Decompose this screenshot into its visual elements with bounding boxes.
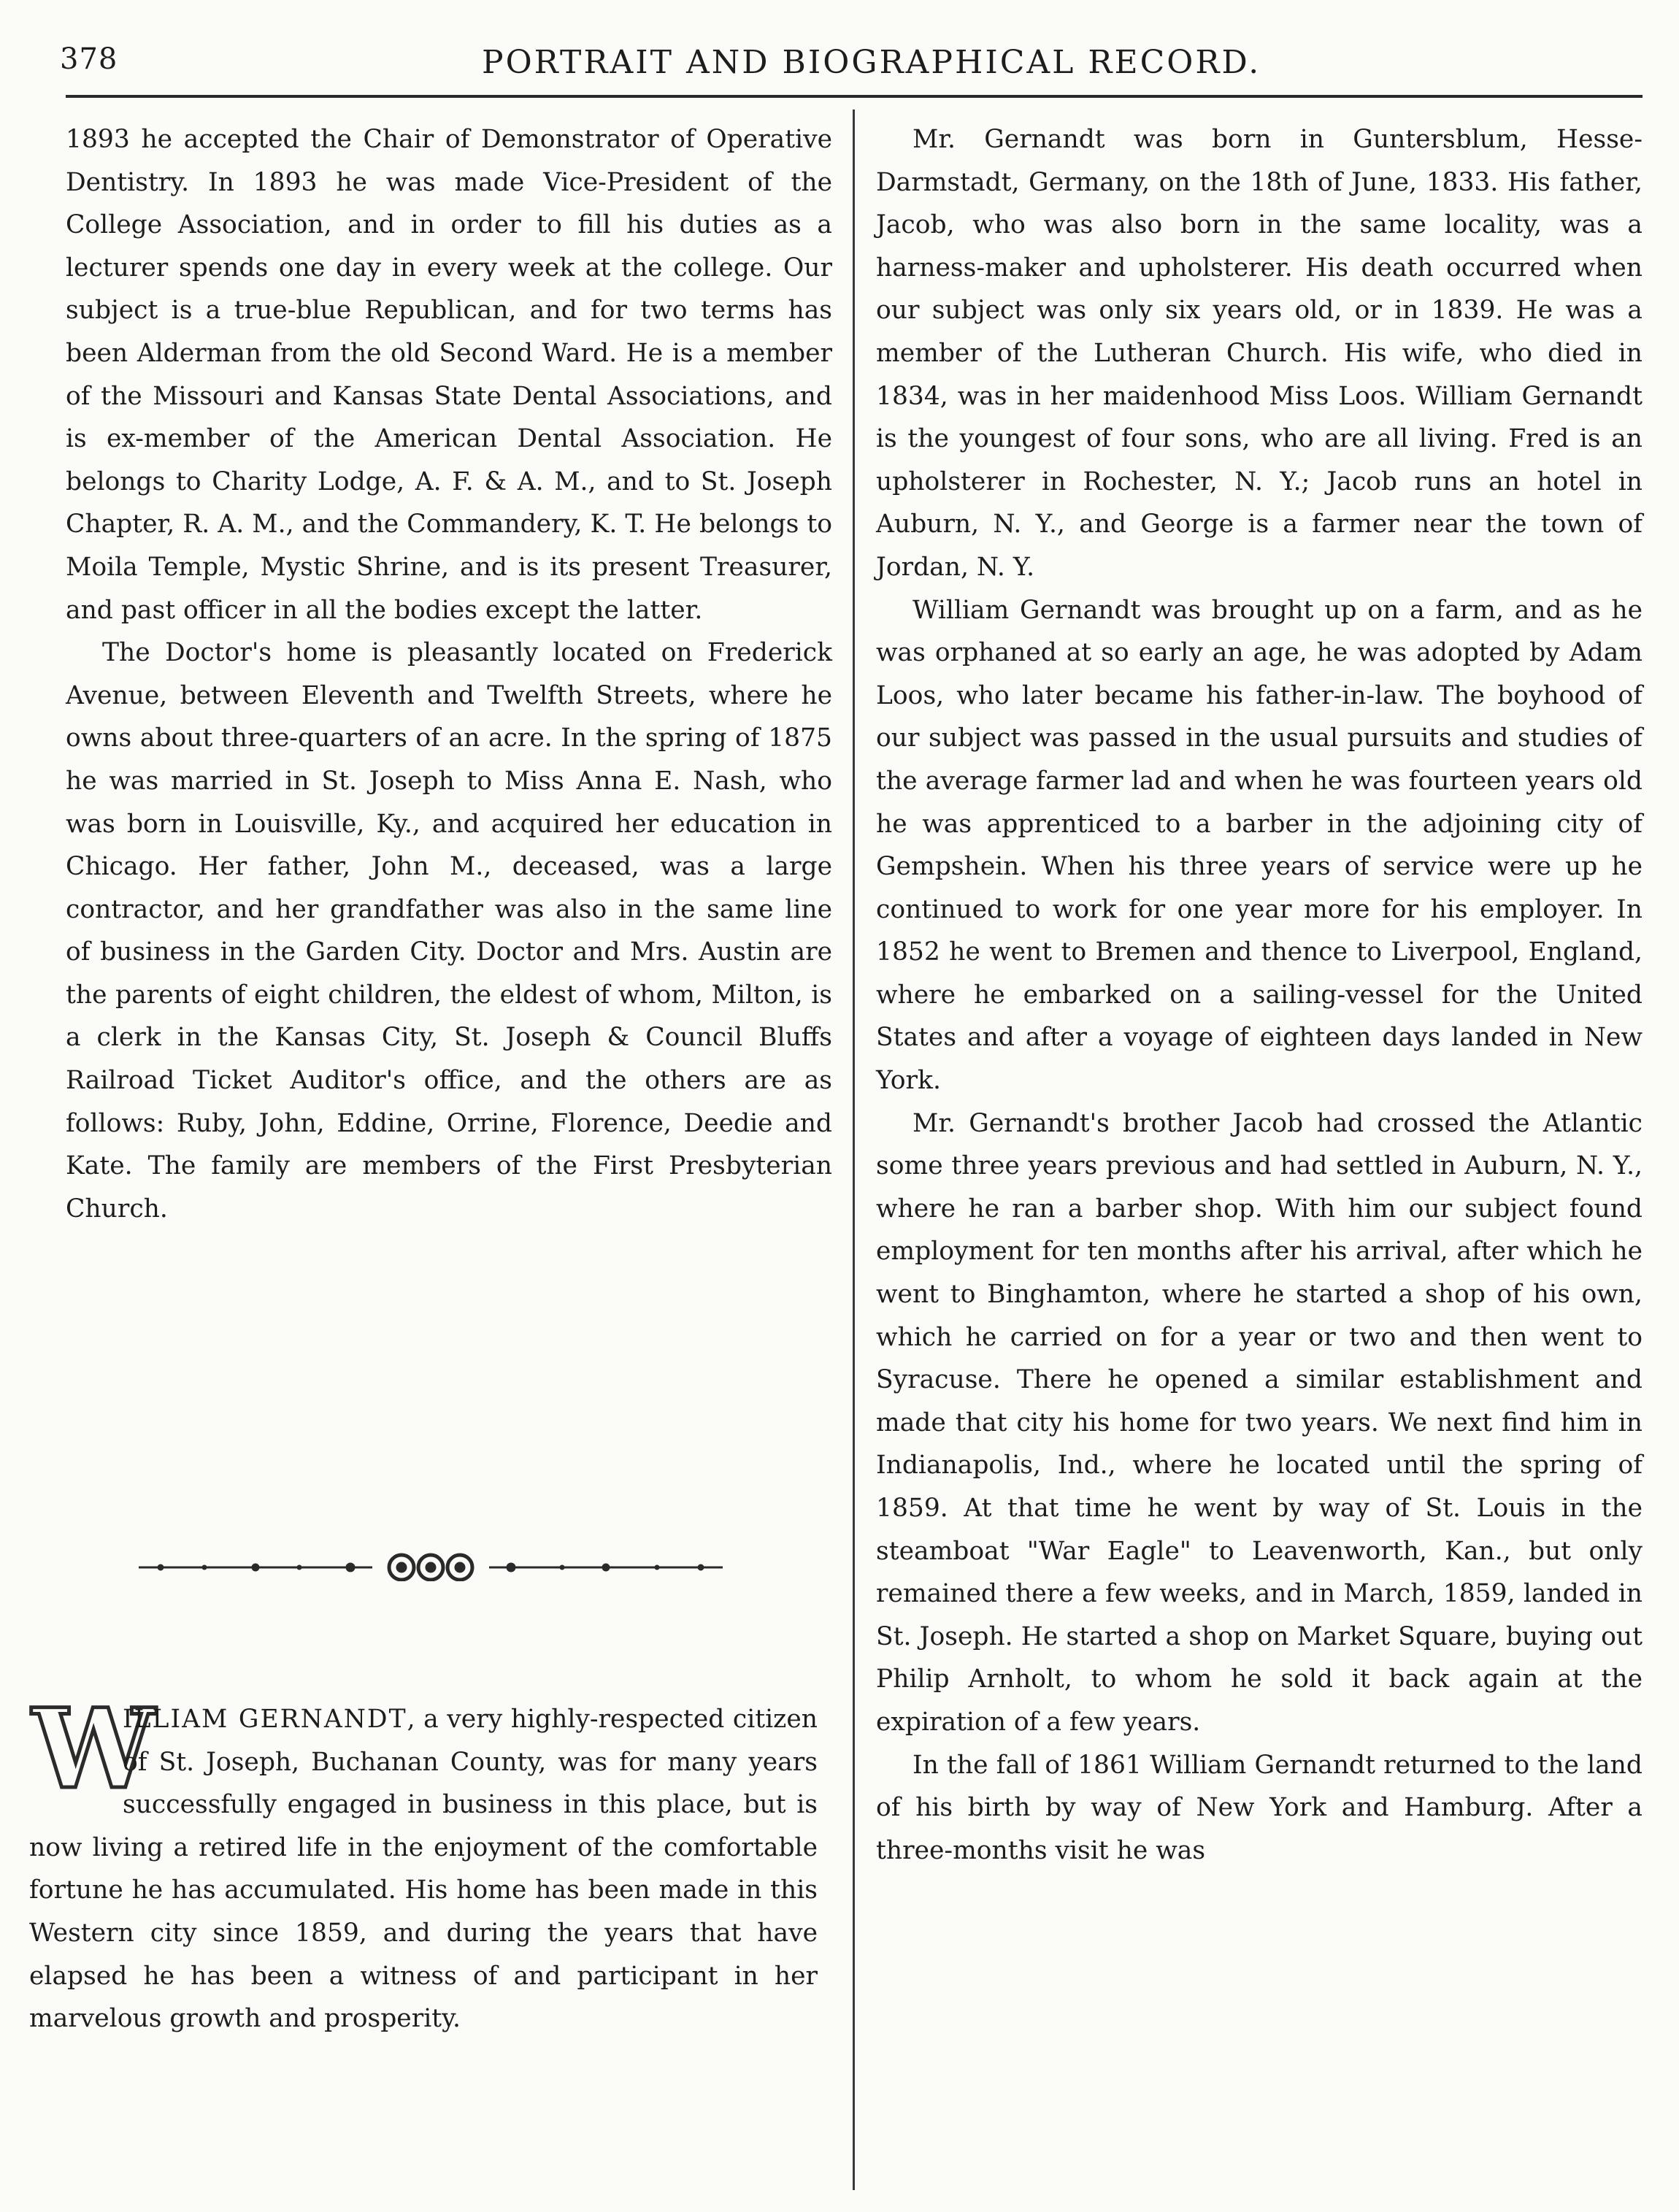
drop-cap: W (32, 1685, 155, 1813)
biography-section (29, 1685, 818, 2040)
running-head: PORTRAIT AND BIOGRAPHICAL RECORD. (482, 44, 1261, 81)
right-column (876, 118, 1642, 1872)
paragraph: The Doctor's home is pleasantly located on Frederick Avenue, between Eleventh and Twelfth Streets, where he owns about three-quarters of an acre. In the spring of 1875 he was married in St. Joseph to Miss Anna E. Nash, who was born in Louisville, Ky., and acquired her education in Chicago. Her father, John M., deceased, was a large contractor, and her grandfather was also in the same line of business in the Garden City. Doctor and Mrs. Austin are the parents of eight children, the eldest of whom, Milton, is a clerk in the Kansas City, St. Joseph & Council Bluffs Railroad Ticket Auditor's office, and the others are as follows: Ruby, John, Eddine, Orrine, Florence, Deedie and Kate. The family are members of the First Presbyterian Church. (66, 638, 832, 1224)
column-divider (853, 110, 855, 2190)
left-column (66, 118, 832, 1230)
page-number: 378 (60, 42, 118, 76)
biography-intro (29, 1685, 818, 2040)
header-rule (66, 95, 1642, 98)
paragraph: Mr. Gernandt's brother Jacob had crossed the Atlantic some three years previous and had settled in Auburn, N. Y., where he ran a barber shop. With him our subject found employment for ten months after his arrival, after which he went to Binghamton, where he started a shop of his own, which he carried on for a year or two and then went to Syracuse. There he opened a similar establishment and made that city his home for two years. We next find him in Indianapolis, Ind., where he located until the spring of 1859. At that time he went by way of St. Louis in the steamboat "War Eagle" to Leavenworth, Kan., but only remained there a few weeks, and in March, 1859, landed in St. Joseph. He started a shop on Market Square, buying out Philip Arnholt, to whom he sold it back again at the expiration of a few years. (876, 1108, 1642, 1737)
ornament-divider (131, 1552, 730, 1581)
paragraph: Mr. Gernandt was born in Guntersblum, Hesse-Darmstadt, Germany, on the 18th of June, 1833. His father, Jacob, who was also born in the same locality, was a harness-maker and upholsterer. His death occurred when our subject was only six years old, or in 1839. He was a member of the Lutheran Church. His wife, who died in 1834, was in her maidenhood Miss Loos. William Gernandt is the youngest of four sons, who are all living. Fred is an upholsterer in Rochester, N. Y.; Jacob runs an hotel in Auburn, N. Y., and George is a farmer near the town of Jordan, N. Y. (876, 125, 1642, 582)
subject-name: ILLIAM GERNANDT (123, 1705, 407, 1734)
paragraph-continued: 1893 he accepted the Chair of Demonstrator of Operative Dentistry. In 1893 he was made Vice-President of the College Association, and in order to fill his duties as a lecturer spends one day in every week at the college. Our subject is a true-blue Republican, and for two terms has been Alderman from the old Second Ward. He is a member of the Missouri and Kansas State Dental Associations, and is ex-member of the American Dental Association. He belongs to Charity Lodge, A. F. & A. M., and to St. Joseph Chapter, R. A. M., and the Commandery, K. T. He belongs to Moila Temple, Mystic Shrine, and is its present Treasurer, and past officer in all the bodies except the latter. (66, 125, 832, 625)
paragraph: In the fall of 1861 William Gernandt returned to the land of his birth by way of New York and Hamburg. After a three-months visit he was (876, 1750, 1642, 1865)
biography-intro-text: , a very highly-respected citizen of St. Joseph, Buchanan County, was for many years successfully engaged in business in this place, but is now living a retired life in the enjoyment of the comfortable fortune he has accumulated. His home has been made in this Western city since 1859, and during the years that have elapsed he has been a witness of and participant in her marvelous growth and prosperity. (29, 1705, 818, 2034)
paragraph: William Gernandt was brought up on a farm, and as he was orphaned at so early an age, he was adopted by Adam Loos, who later became his father-in-law. The boyhood of our subject was passed in the usual pursuits and studies of the average farmer lad and when he was fourteen years old he was apprenticed to a barber in the adjoining city of Gempshein. When his three years of service were up he continued to work for one year more for his employer. In 1852 he went to Bremen and thence to Liverpool, England, where he embarked on a sailing-vessel for the United States and after a voyage of eighteen days landed in New York. (876, 595, 1642, 1096)
